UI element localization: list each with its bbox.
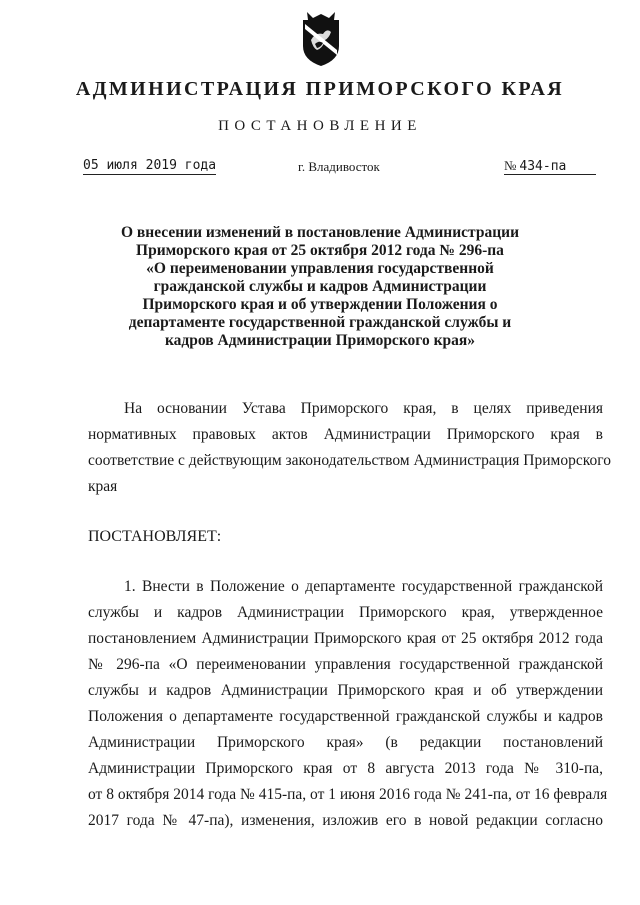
document-date: 05 июля 2019 года (83, 158, 217, 173)
title-line: «О переименовании управления государственной (146, 260, 494, 277)
paragraph-line: 1. Внести в Положение о департаменте государственной гражданской (124, 578, 603, 595)
document-city: г. Владивосток (298, 159, 380, 174)
paragraph-line: службы и кадров Администрации Приморского края и об утверждении (88, 682, 603, 699)
paragraph-line: 2017 года № 47-па), изменения, изложив его в новой редакции согласно (88, 812, 603, 829)
paragraph-line: На основании Устава Приморского края, в целях приведения (124, 400, 603, 417)
paragraph-line: № 296-па «О переименовании управления государственной гражданской (88, 656, 603, 673)
decree-word: ПОСТАНОВЛЯЕТ: (88, 528, 222, 545)
title-line: Приморского края и об утверждении Положения о (142, 296, 498, 313)
title-line: кадров Администрации Приморского края» (164, 332, 476, 349)
title-line: гражданской службы и кадров Администрации (153, 278, 487, 295)
title-line: О внесении изменений в постановление Администрации (120, 224, 519, 241)
paragraph-line: соответствие с действующим законодательством Администрация Приморского (88, 452, 611, 469)
title-line: Приморского края от 25 октября 2012 года № 296-па (136, 242, 504, 259)
number-value: 434-па (519, 159, 567, 174)
paragraph-line: Положения о департаменте государственной гражданской службы и кадров (88, 708, 603, 725)
paragraph-line: от 8 октября 2014 года № 415-па, от 1 июня 2016 года № 241-па, от 16 февраля (88, 786, 608, 803)
document-type: ПОСТАНОВЛЕНИЕ (218, 118, 422, 134)
item-1-paragraph (88, 574, 608, 834)
organization-name: АДМИНИСТРАЦИЯ ПРИМОРСКОГО КРАЯ (75, 78, 565, 100)
number-sign: № (504, 158, 517, 173)
paragraph-line: службы и кадров Администрации Приморского края, утвержденное (88, 604, 603, 621)
title-line: департаменте государственной гражданской службы и (128, 314, 512, 331)
paragraph-line: Администрации Приморского края» (в редакции постановлений (88, 734, 603, 751)
coat-of-arms-emblem (301, 10, 341, 68)
preamble-paragraph (88, 396, 611, 500)
paragraph-line: постановлением Администрации Приморского края от 25 октября 2012 года (88, 630, 603, 647)
paragraph-line: края (88, 478, 118, 495)
document-number (504, 158, 596, 175)
document-title (120, 224, 520, 350)
paragraph-line: нормативных правовых актов Администрации Приморского края в (88, 426, 603, 443)
paragraph-line: Администрации Приморского края от 8 августа 2013 года № 310-па, (88, 760, 603, 777)
